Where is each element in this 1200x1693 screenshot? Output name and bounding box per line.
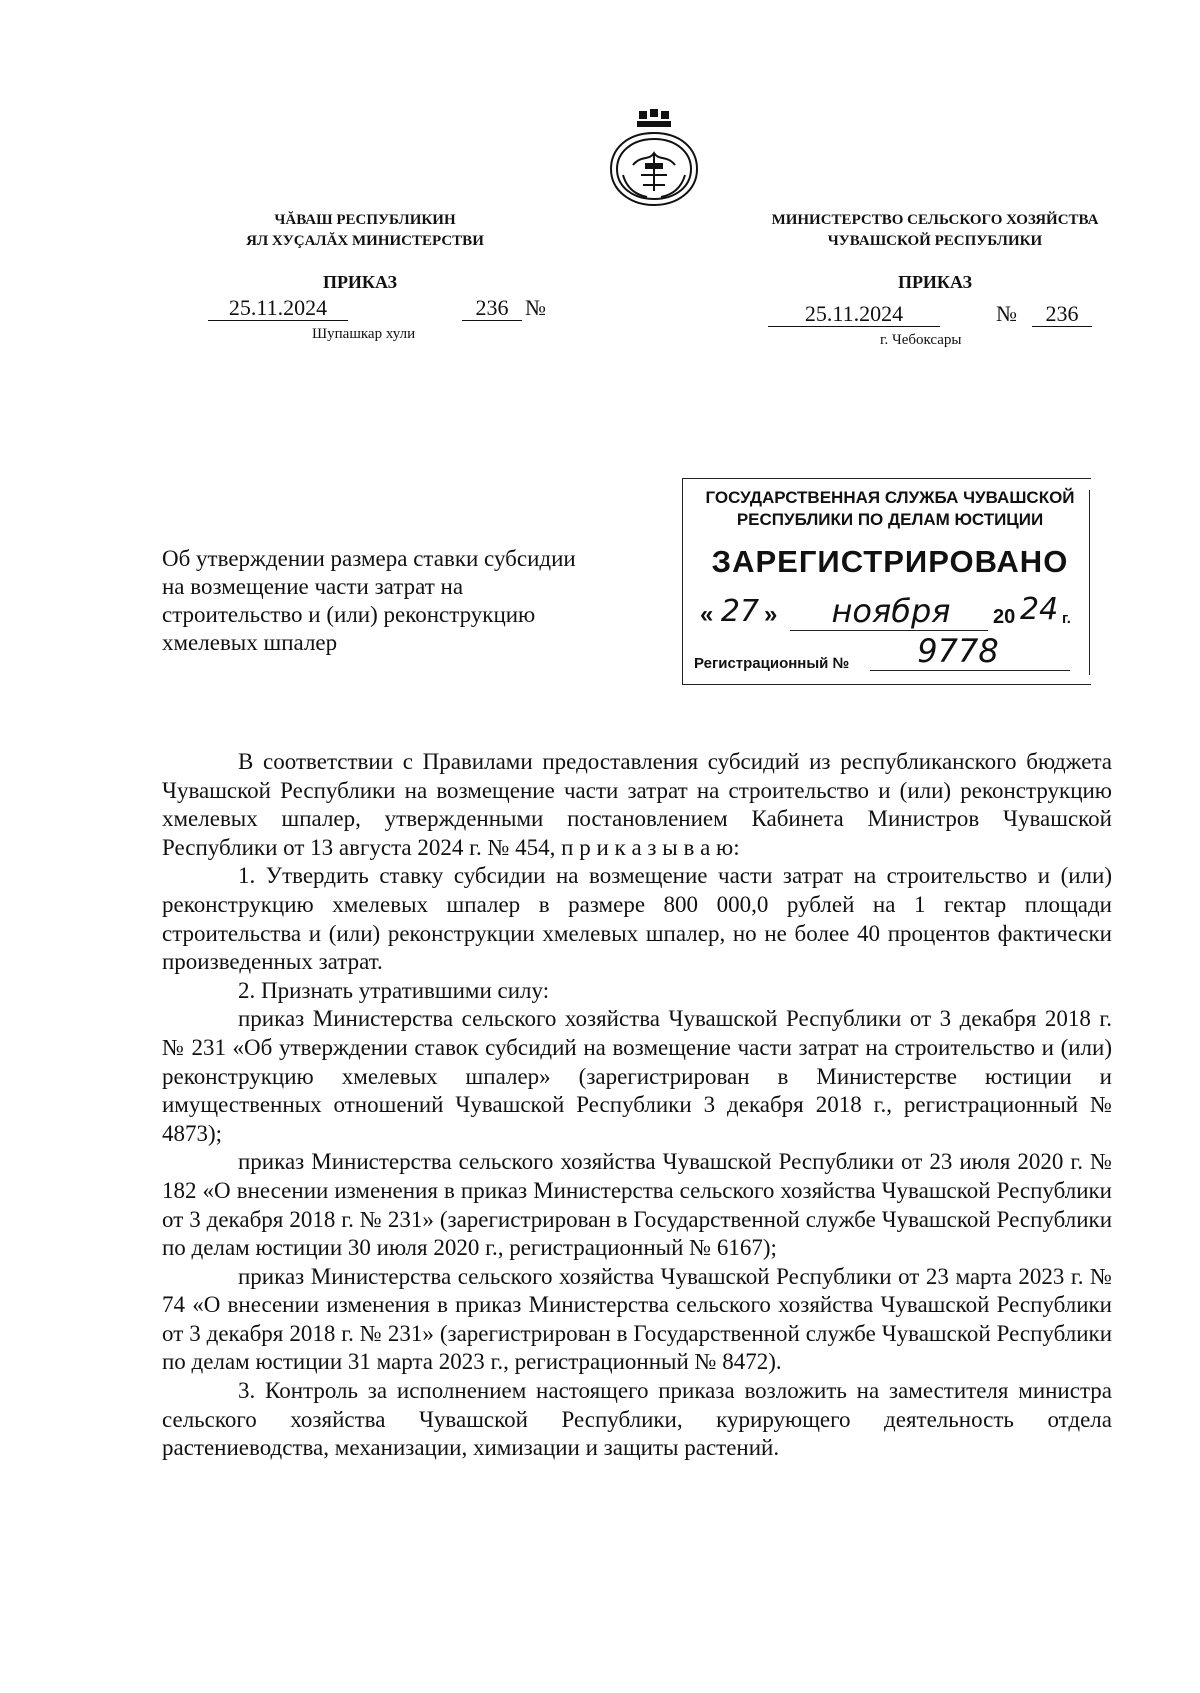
header-left-line2: ЯЛ ХУÇАЛĂХ МИНИСТЕРСТВИ	[246, 233, 484, 249]
header-left-order-word: ПРИКАЗ	[322, 272, 398, 292]
stamp-org-line1: ГОСУДАРСТВЕННАЯ СЛУЖБА ЧУВАШСКОЙ	[705, 488, 1075, 507]
stamp-reg-line	[870, 670, 1070, 671]
header-right-date: 25.11.2024	[768, 302, 940, 327]
header-left-number: 236	[462, 296, 522, 321]
header-right-number-sign: №	[996, 301, 1017, 326]
header-left-line1: ЧĂВАШ РЕСПУБЛИКИН	[274, 212, 456, 228]
stamp-status: ЗАРЕГИСТРИРОВАНО	[711, 544, 1069, 579]
document-title	[162, 545, 682, 657]
stamp-month: ноября	[831, 592, 951, 630]
body-paragraph-1: В соответствии с Правилами предоставления субсидий из республиканского бюджета Чувашской Республики на возмещение части затрат на строительство и (или) реконструкцию хмелевых шпалер, утвержденными постановлением Кабинета Министров Чувашской Республики от 13 августа 2024 г. № 454, п р и к а з ы в а ю:	[162, 749, 1112, 860]
title-line4: хмелевых шпалер	[162, 630, 338, 655]
body-paragraph-5: приказ Министерства сельского хозяйства Чувашской Республики от 23 июля 2020 г. № 182 «О внесении изменения в приказ Министерства сельского хозяйства Чувашской Республики от 3 декабря 2018 г. № 231» (зарегистрирован в Государственной службе Чувашской Республики по делам юстиции 30 июля 2020 г., регистрационный № 6167);	[162, 1149, 1112, 1261]
body-paragraph-4: приказ Министерства сельского хозяйства Чувашской Республики от 3 декабря 2018 г. № 231 «Об утверждении ставок субсидий на возмещение части затрат на строительство и (или) реконструкцию хмелевых шпалер» (зарегистрирован в Министерстве юстиции и имущественных отношений Чувашской Республики 3 декабря 2018 г., регистрационный № 4873);	[162, 1006, 1112, 1146]
header-right-order-word: ПРИКАЗ	[897, 272, 973, 292]
stamp-organization	[692, 487, 1088, 531]
stamp-year-prefix: 20	[993, 606, 1016, 628]
stamp-day: 27	[720, 594, 760, 629]
document-body	[162, 748, 1112, 1463]
body-paragraph-7: 3. Контроль за исполнением настоящего приказа возложить на заместителя министра сельского хозяйства Чувашской Республики, курирующего деятельность отдела растениеводства, механизации, химизации и защиты растений.	[162, 1378, 1112, 1461]
header-right-line1: МИНИСТЕРСТВО СЕЛЬСКОГО ХОЗЯЙСТВА	[771, 212, 1099, 228]
stamp-quote-close: »	[764, 601, 778, 628]
stamp-quote-open: «	[700, 601, 714, 628]
header-right-city: г. Чебоксары	[880, 332, 962, 348]
header-right-number: 236	[1032, 302, 1092, 327]
header-left	[200, 210, 530, 252]
title-line3: строительство и (или) реконструкцию	[162, 602, 536, 627]
body-paragraph-3: 2. Признать утратившими силу:	[238, 977, 550, 1003]
stamp-reg-number: 9778	[917, 632, 999, 670]
body-paragraph-6: приказ Министерства сельского хозяйства Чувашской Республики от 23 марта 2023 г. № 74 «О внесении изменения в приказ Министерства сельского хозяйства Чувашской Республики от 3 декабря 2018 г. № 231» (зарегистрирован в Государственной службе Чувашской Республики по делам юстиции 31 марта 2023 г., регистрационный № 8472).	[162, 1263, 1112, 1375]
stamp-year-unit: г.	[1062, 610, 1071, 627]
stamp-year-suffix: 24	[1020, 592, 1059, 627]
title-line2: на возмещение части затрат на	[162, 574, 464, 599]
stamp-month-line	[790, 630, 988, 631]
stamp-right-edge	[1089, 490, 1090, 675]
header-right-line2: ЧУВАШСКОЙ РЕСПУБЛИКИ	[827, 233, 1043, 249]
stamp-reg-label: Регистрационный №	[694, 655, 850, 672]
header-left-number-sign: №	[525, 295, 546, 320]
body-paragraph-2: 1. Утвердить ставку субсидии на возмещение части затрат на строительство и (или) реконструкцию хмелевых шпалер в размере 800 000,0 рублей на 1 гектар площади строительства и (или) реконструкции хмелевых шпалер, но не более 40 процентов фактически произведенных затрат.	[162, 863, 1112, 975]
stamp-org-line2: РЕСПУБЛИКИ ПО ДЕЛАМ ЮСТИЦИИ	[736, 510, 1044, 529]
header-right	[745, 210, 1125, 252]
chuvash-emblem-icon	[603, 105, 705, 211]
title-line1: Об утверждении размера ставки субсидии	[162, 546, 576, 571]
header-left-city: Шупашкар хули	[312, 326, 416, 342]
header-left-date: 25.11.2024	[208, 296, 348, 321]
